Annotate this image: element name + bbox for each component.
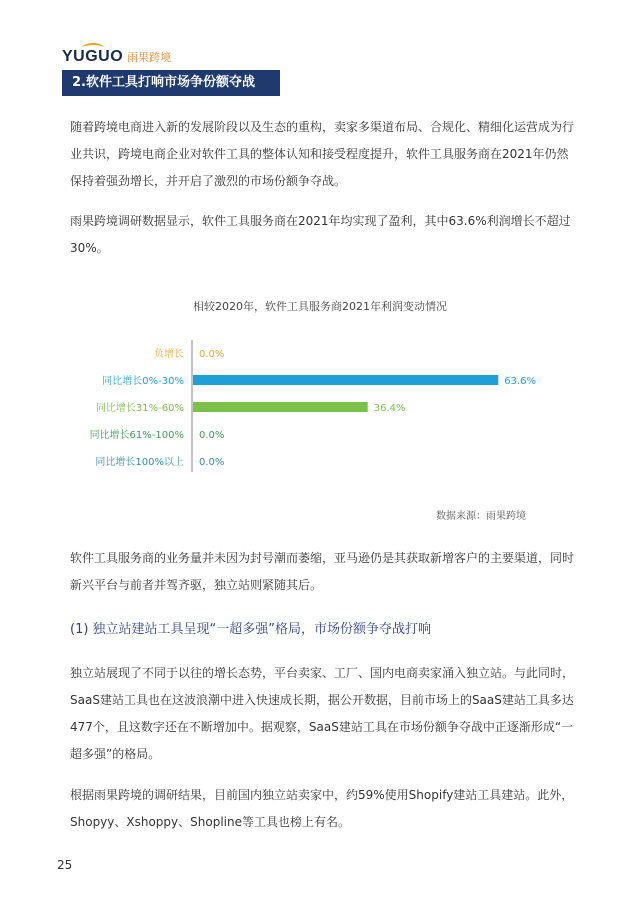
- section-heading: 2.软件工具打响市场争份额夺战: [62, 70, 280, 96]
- value-label: 0.0%: [199, 430, 225, 441]
- subheading: (1) 独立站建站工具呈现“一超多强”格局，市场份额争夺战打响: [70, 622, 432, 637]
- page-number: 25: [57, 858, 73, 872]
- paragraph-intro: 随着跨境电商进入新的发展阶段以及生态的重构，卖家多渠道布局、合规化、精细化运营成为行业共识，跨境电商企业对软件工具的整体认知和接受程度提升，软件工具服务商在2021年仍然保持着强劲增长，并开启了激烈的市场份额争夺战。: [70, 120, 575, 188]
- paragraph-business-volume: 软件工具服务商的业务量并未因为封号潮而萎缩，亚马逊仍是其获取新增客户的主要渠道，同时新兴平台与前者并驾齐驱，独立站则紧随其后。: [70, 551, 575, 592]
- logo-cn-text: 雨果跨境: [127, 51, 172, 64]
- paragraph-independent-site: 独立站展现了不同于以往的增长态势，平台卖家、工厂、国内电商卖家涌入独立站。与此同时，SaaS建站工具也在这波浪潮中进入快速成长期，据公开数据，目前市场上的SaaS建站工具多达477个，且这数字还在不断增加中。据观察，SaaS建站工具在市场份额争夺战中正逐渐形成“一超多强”的格局。: [70, 666, 575, 761]
- value-label: 36.4%: [373, 403, 406, 414]
- paragraph-survey: 雨果跨境调研数据显示，软件工具服务商在2021年均实现了盈利，其中63.6%利润增长不超过30%。: [70, 214, 571, 255]
- value-label: 63.6%: [504, 376, 537, 387]
- value-label: 0.0%: [199, 457, 225, 468]
- category-label: 同比增长61%-100%: [89, 430, 184, 441]
- category-label: 同比增长0%-30%: [102, 376, 184, 387]
- chart-title: 相较2020年，软件工具服务商2021年利润变动情况: [193, 300, 447, 313]
- data-source-note: 数据来源：雨果跨境: [436, 511, 526, 522]
- bar: [193, 375, 498, 385]
- category-label: 同比增长31%-60%: [95, 403, 184, 414]
- value-label: 0.0%: [199, 349, 225, 360]
- category-label: 同比增长100%以上: [95, 457, 184, 468]
- logo-arc-icon: [82, 43, 104, 53]
- category-label: 负增长: [154, 349, 184, 360]
- paragraph-shopify: 根据雨果跨境的调研结果，目前国内独立站卖家中，约59%使用Shopify建站工具建站。此外，Shopyy、Xshoppy、Shopline等工具也榜上有名。: [70, 788, 574, 829]
- profit-change-bar-chart: [0, 330, 640, 480]
- logo-wordmark: [62, 48, 123, 66]
- logo-en-text: YUGUO: [62, 48, 124, 65]
- brand-logo: [62, 48, 171, 66]
- bar: [193, 402, 368, 412]
